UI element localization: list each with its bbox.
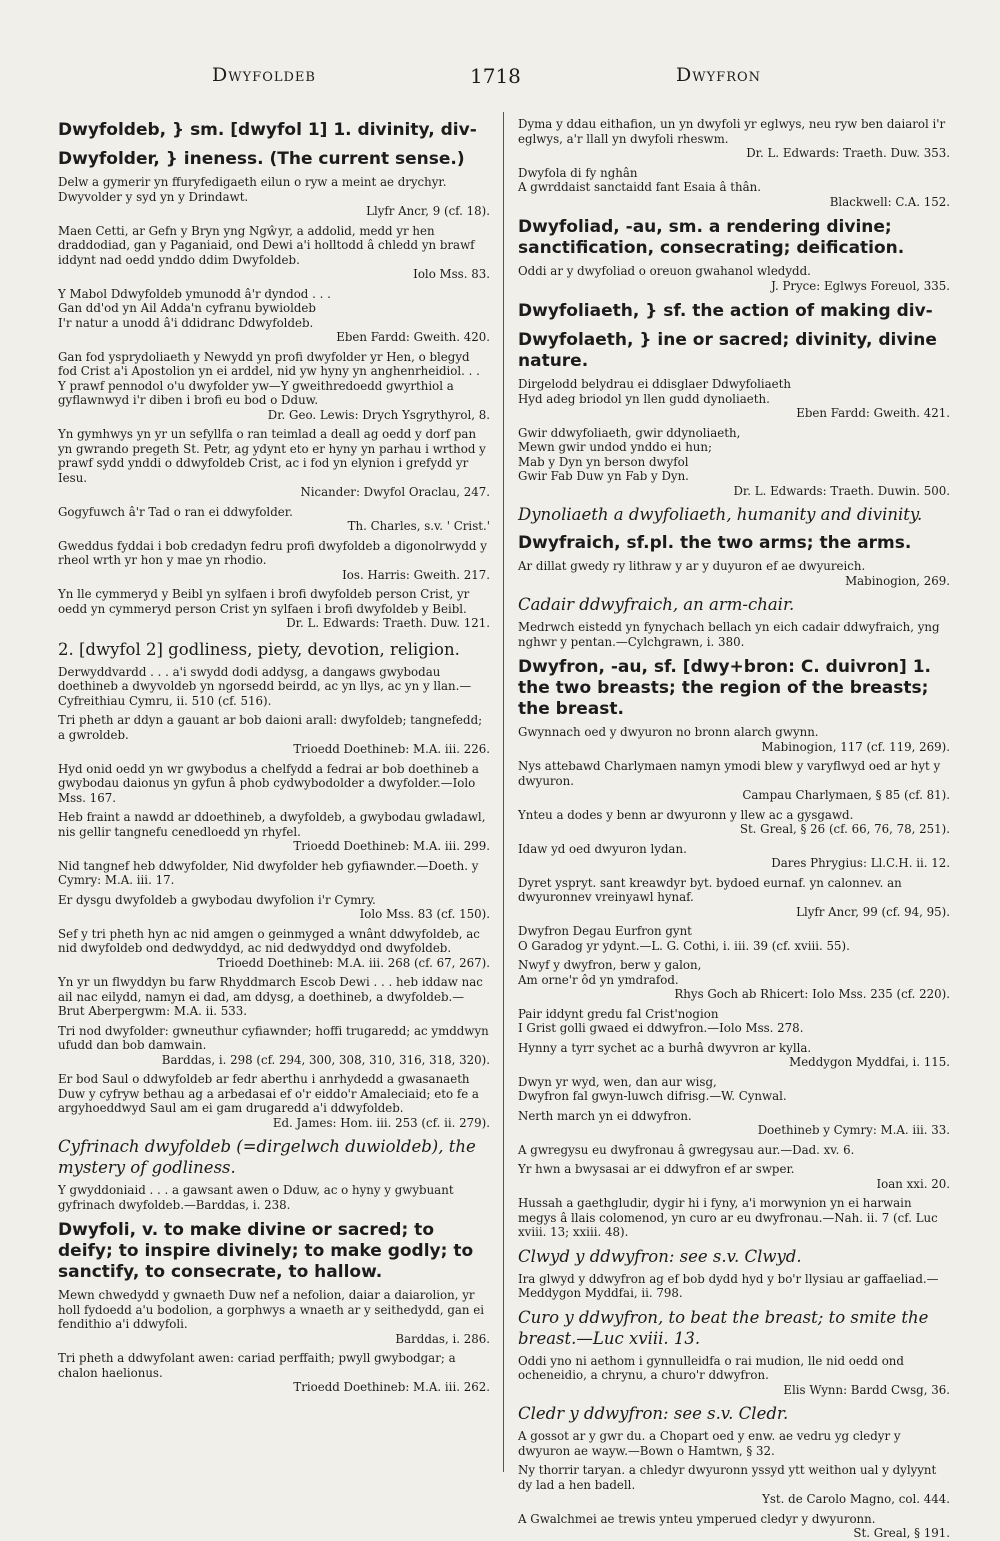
citation: Elis Wynn: Bardd Cwsg, 36. <box>783 1382 950 1397</box>
citation: Barddas, i. 286. <box>395 1331 490 1346</box>
citation: Campau Charlymaen, § 85 (cf. 81). <box>742 788 950 802</box>
quotation: Maen Cetti, ar Gefn y Bryn yng Ngŵyr, a addolid, medd yr hen draddodiad, gan y Paganiaid, ond Dewi a'i holltodd â chledd yn brawf iddynt nad oedd ynddo ddim Dwyfoldeb. <box>58 223 475 267</box>
page-number: 1718 <box>470 64 521 88</box>
left-column <box>58 112 490 1487</box>
headword: Dwyfron, -au, sf. [dwy+bron: C. duivron] 1. the two breasts; the region of the breasts; the breast. <box>518 657 931 719</box>
quotation: Gogyfuwch â'r Tad o ran ei ddwyfolder. <box>58 504 293 519</box>
quotation: Ar dillat gwedy ry lithraw y ar y duyuron ef ae dwyureich. <box>518 559 866 573</box>
citation: Ios. Harris: Gweith. 217. <box>342 567 490 582</box>
quotation: Dwyfron Degau Eurfron gynt O Garadog yr ydynt.—L. G. Cothi, i. iii. 39 (cf. xviii. 55). <box>518 924 850 953</box>
citation: Mabinogion, 269. <box>845 573 950 588</box>
quotation: Nys attebawd Charlymaen namyn ymodi blew y varyflwyd oed ar hyt y dwyuron. <box>518 759 941 788</box>
citation: Ioan xxi. 20. <box>876 1176 950 1191</box>
citation: St. Greal, § 26 (cf. 66, 76, 78, 251). <box>739 822 950 836</box>
quotation: Y Mabol Ddwyfoldeb ymunodd â'r dyndod . . . Gan dd'od yn Ail Adda'n cyfranu bywioldeb I'r natur a unodd â'i ddidranc Ddwyfoldeb. <box>58 286 331 330</box>
quotation: Idaw yd oed dwyuron lydan. <box>518 841 687 856</box>
definition: 2. [dwyfol 2] godliness, piety, devotion, religion. <box>58 639 460 659</box>
quotation: Oddi ar y dwyfoliad o oreuon gwahanol wledydd. <box>518 264 811 278</box>
quotation: Nerth march yn ei ddwyfron. <box>518 1108 692 1123</box>
quotation: Yr hwn a bwysasai ar ei ddwyfron ef ar swper. <box>518 1162 795 1176</box>
quotation: Dirgelodd belydrau ei ddisglaer Ddwyfoliaeth Hyd adeg briodol yn llen gudd dynoliaeth. <box>518 377 791 406</box>
quotation: Gwir ddwyfoliaeth, gwir ddynoliaeth, Mewn gwir undod ynddo ei hun; Mab y Dyn yn berson dwyfol Gwir Fab Duw yn Fab y Dyn. <box>518 425 741 483</box>
quotation: Nwyf y dwyfron, berw y galon, Am orne'r ôd yn ymdrafod. <box>518 958 702 987</box>
quotation: Heb fraint a nawdd ar ddoethineb, a dwyfoldeb, a gwybodau gwladawl, nis gellir tangnefu cenedloedd yn rhyfel. <box>58 810 486 839</box>
quotation: Er bod Saul o ddwyfoldeb ar fedr aberthu i anrhydedd a gwasanaeth Duw y cyfryw bethau ag a arbedasai ef o'r eiddo'r Amaleciaid; eto fe a argyhoeddwyd Saul am ei gam drugaredd a'i ddwyfoldeb. <box>58 1072 479 1115</box>
headword: Dwyfraich, sf.pl. the two arms; the arms. <box>518 533 912 553</box>
citation: Barddas, i. 298 (cf. 294, 300, 308, 310, 316, 318, 320). <box>161 1052 490 1067</box>
quotation: Gweddus fyddai i bob credadyn fedru profi dwyfoldeb a digonolrwydd y rheol wrth yr hon y mae yn rhodio. <box>58 538 487 567</box>
citation: Dr. L. Edwards: Traeth. Duw. 121. <box>286 616 490 630</box>
idiom-phrase: Clwyd y ddwyfron: see s.v. Clwyd. <box>518 1246 802 1266</box>
running-header <box>0 64 1000 96</box>
quotation: Dyma y ddau eithafion, un yn dwyfoli yr eglwys, neu ryw ben daiarol i'r eglwys, a'r llall yn dwyfoli rheswm. <box>518 117 946 146</box>
citation: Dr. L. Edwards: Traeth. Duwin. 500. <box>733 483 950 498</box>
citation: Trioedd Doethineb: M.A. iii. 268 (cf. 67, 267). <box>217 955 490 970</box>
quotation: Sef y tri pheth hyn ac nid amgen o geinmyged a wnânt ddwyfoldeb, ac nid dwyfoldeb ond dedwyddyd, ac nid dedwyddyd ond dwyfoldeb. <box>58 926 480 955</box>
quotation: Er dysgu dwyfoldeb a gwybodau dwyfolion i'r Cymry. <box>58 892 376 907</box>
idiom-phrase: Cadair ddwyfraich, an arm-chair. <box>518 595 795 614</box>
citation: Llyfr Ancr, 9 (cf. 18). <box>366 204 490 218</box>
quotation: Y gwyddoniaid . . . a gawsant awen o Dduw, ac o hyny y gwybuant gyfrinach dwyfoldeb.—Barddas, i. 238. <box>58 1183 454 1212</box>
idiom-phrase: Dynoliaeth a dwyfoliaeth, humanity and divinity. <box>518 505 923 524</box>
citation: Eben Fardd: Gweith. 420. <box>336 330 490 344</box>
headword: Dwyfoldeb, } sm. [dwyfol 1] 1. divinity, div- <box>58 120 477 140</box>
citation: Dr. Geo. Lewis: Drych Ysgrythyrol, 8. <box>267 407 490 422</box>
citation: Ed. James: Hom. iii. 253 (cf. ii. 279). <box>272 1115 490 1130</box>
citation: Llyfr Ancr, 99 (cf. 94, 95). <box>796 904 950 919</box>
citation: Iolo Mss. 83. <box>413 267 490 281</box>
citation: Dr. L. Edwards: Traeth. Duw. 353. <box>746 146 950 160</box>
quotation: Hyd onid oedd yn wr gwybodus a chelfydd a fedrai ar bob doethineb a gwybodau daionus yn gyfun â phob cydwybodolder a dwyfolder.—Iolo Mss. 167. <box>58 761 479 805</box>
quotation: Medrwch eistedd yn fynychach bellach yn eich cadair ddwyfraich, yng nghwr y pentan.—Cylchgrawn, i. 380. <box>518 620 940 649</box>
quotation: Delw a gymerir yn ffuryfedigaeth eilun o ryw a meint ae drychyr. Dwyvolder y syd yn y Drindawt. <box>58 175 447 204</box>
quotation: A gwregysu eu dwyfronau â gwregysau aur.—Dad. xv. 6. <box>518 1142 855 1157</box>
citation: Rhys Goch ab Rhicert: Iolo Mss. 235 (cf. 220). <box>674 987 950 1001</box>
quotation: Gan fod ysprydoliaeth y Newydd yn profi dwyfolder yr Hen, o blegyd fod Crist a'i Apostolion yn ei arddel, nid yw hyny yn anghenrheidiol. . . Y prawf pennodol o'u dwyfolder yw—Y gweithredoedd gwyrthiol a gyflawnwyd i'r diben i brofi eu bod o Dduw. <box>58 349 480 407</box>
quotation: Ny thorrir taryan. a chledyr dwyuronn yssyd ytt weithon ual y dylyynt dy lad a hen badell. <box>518 1463 937 1492</box>
quotation: Hynny a tyrr sychet ac a burhâ dwyvron ar kylla. <box>518 1040 812 1055</box>
header-right-guideword: Dwyfron <box>676 64 762 86</box>
quotation: Yn lle cymmeryd y Beibl yn sylfaen i brofi dwyfoldeb person Crist, yr oedd yn cymmeryd person Crist yn sylfaen i brofi dwyfoldeb y Beibl. <box>58 587 470 616</box>
citation: St. Greal, § 191. <box>853 1526 950 1540</box>
headword: Dwyfolaeth, } ine or sacred; divinity, divine nature. <box>518 330 937 371</box>
quotation: Mewn chwedydd y gwnaeth Duw nef a nefolion, daiar a daiarolion, yr holl fydoedd a'u bodolion, a gorphwys a wnaeth ar y seithedydd, gan ei fendithio a'i ddwyfoli. <box>58 1288 485 1331</box>
quotation: Hussah a gaethgludir, dygir hi i fyny, a'i morwynion yn ei harwain megys â llais colomenod, yn curo ar eu dwyfronau.—Nah. ii. 7 (cf. Luc xviii. 13; xxiii. 48). <box>518 1196 938 1239</box>
quotation: Derwyddvardd . . . a'i swydd dodi addysg, a dangaws gwybodau doethineb a dwyvoldeb yn ngorsedd beirdd, ac yn llys, ac yn y llan.—Cyfreithiau Cymru, ii. 510 (cf. 516). <box>58 664 472 708</box>
quotation: Dwyn yr wyd, wen, dan aur wisg, Dwyfron fal gwyn-luwch difrisg.—W. Cynwal. <box>518 1074 787 1103</box>
citation: Dares Phrygius: Ll.C.H. ii. 12. <box>771 856 950 870</box>
quotation: A Gwalchmei ae trewis ynteu ymperued cledyr y dwyuronn. <box>518 1511 876 1526</box>
quotation: Ira glwyd y ddwyfron ag ef bob dydd hyd y bo'r llysiau ar gaffaeliad.—Meddygon Myddfai, ii. 798. <box>518 1271 939 1300</box>
header-left-guideword: Dwyfoldeb <box>212 64 316 86</box>
citation: Eben Fardd: Gweith. 421. <box>796 406 950 420</box>
quotation: Tri pheth ar ddyn a gauant ar bob daioni arall: dwyfoldeb; tangnefedd; a gwroldeb. <box>58 713 483 742</box>
quotation: Yn gymhwys yn yr un sefyllfa o ran teimlad a deall ag oedd y dorf pan yn gwrando pregeth St. Petr, ag ydynt eto er hyny yn parhau i wrthod y prawf sydd ynddi o ddwyfoldeb Crist, ac i fod yn elynion i grefydd yr Iesu. <box>58 427 486 485</box>
citation: Trioedd Doethineb: M.A. iii. 262. <box>293 1380 490 1394</box>
citation: J. Pryce: Eglwys Foreuol, 335. <box>771 278 950 293</box>
quotation: Nid tangnef heb ddwyfolder, Nid dwyfolder heb gyfiawnder.—Doeth. y Cymry: M.A. iii. 17. <box>58 858 479 887</box>
quotation: A gossot ar y gwr du. a Chopart oed y enw. ae vedru yg cledyr y dwyuron ae wayw.—Bown o Hamtwn, § 32. <box>518 1429 901 1458</box>
idiom-phrase: Cledr y ddwyfron: see s.v. Cledr. <box>518 1404 789 1423</box>
quotation: Gwynnach oed y dwyuron no bronn alarch gwynn. <box>518 725 819 739</box>
citation: Th. Charles, s.v. ' Crist.' <box>347 519 490 533</box>
headword: Dwyfoliad, -au, sm. a rendering divine; sanctification, consecrating; deification. <box>518 217 905 258</box>
quotation: Dwyfola di fy nghân A gwrddaist sanctaidd fant Esaia â thân. <box>518 165 761 194</box>
citation: Trioedd Doethineb: M.A. iii. 226. <box>293 742 490 756</box>
column-divider <box>503 112 504 1472</box>
headword: Dwyfoliaeth, } sf. the action of making div- <box>518 301 933 321</box>
right-column <box>518 112 950 1540</box>
citation: Trioedd Doethineb: M.A. iii. 299. <box>293 839 490 853</box>
quotation: Ynteu a dodes y benn ar dwyuronn y llew ac a gysgawd. <box>518 807 854 822</box>
quotation: Tri nod dwyfolder: gwneuthur cyfiawnder; hoffi trugaredd; ac ymddwyn ufudd dan bob damwain. <box>58 1023 489 1052</box>
citation: Yst. de Carolo Magno, col. 444. <box>762 1492 950 1506</box>
idiom-phrase: Curo y ddwyfron, to beat the breast; to smite the breast.—Luc xviii. 13. <box>518 1307 929 1348</box>
quotation: Oddi yno ni aethom i gynnulleidfa o rai mudion, lle nid oedd ond ocheneidio, a chrynu, a churo'r ddwyfron. <box>518 1353 904 1382</box>
quotation: Yn yr un flwyddyn bu farw Rhyddmarch Escob Dewi . . . heb iddaw nac ail nac eilydd, namyn ei dad, am ddysg, a doethineb, a dwyfoldeb.—Brut Aberpergwm: M.A. ii. 533. <box>58 975 483 1018</box>
citation: Meddygon Myddfai, i. 115. <box>789 1055 950 1069</box>
idiom-phrase: Cyfrinach dwyfoldeb (=dirgelwch duwioldeb), the mystery of godliness. <box>58 1137 476 1177</box>
citation: Nicander: Dwyfol Oraclau, 247. <box>300 485 490 499</box>
headword: Dwyfolder, } ineness. (The current sense.) <box>58 149 465 169</box>
quotation: Dyret yspryt. sant kreawdyr byt. bydoed eurnaf. yn calonnev. an dwyuronnev vreinyawl hynaf. <box>518 875 902 904</box>
headword: Dwyfoli, v. to make divine or sacred; to deify; to inspire divinely; to make godly; to sanctify, to consecrate, to hallow. <box>58 1220 474 1282</box>
citation: Blackwell: C.A. 152. <box>829 194 950 209</box>
quotation: Pair iddynt gredu fal Crist'nogion I Grist golli gwaed ei ddwyfron.—Iolo Mss. 278. <box>518 1006 804 1035</box>
citation: Iolo Mss. 83 (cf. 150). <box>359 907 490 921</box>
quotation: Tri pheth a ddwyfolant awen: cariad perffaith; pwyll gwybodgar; a chalon haelionus. <box>58 1351 456 1380</box>
citation: Doethineb y Cymry: M.A. iii. 33. <box>757 1123 950 1137</box>
citation: Mabinogion, 117 (cf. 119, 269). <box>761 739 950 754</box>
